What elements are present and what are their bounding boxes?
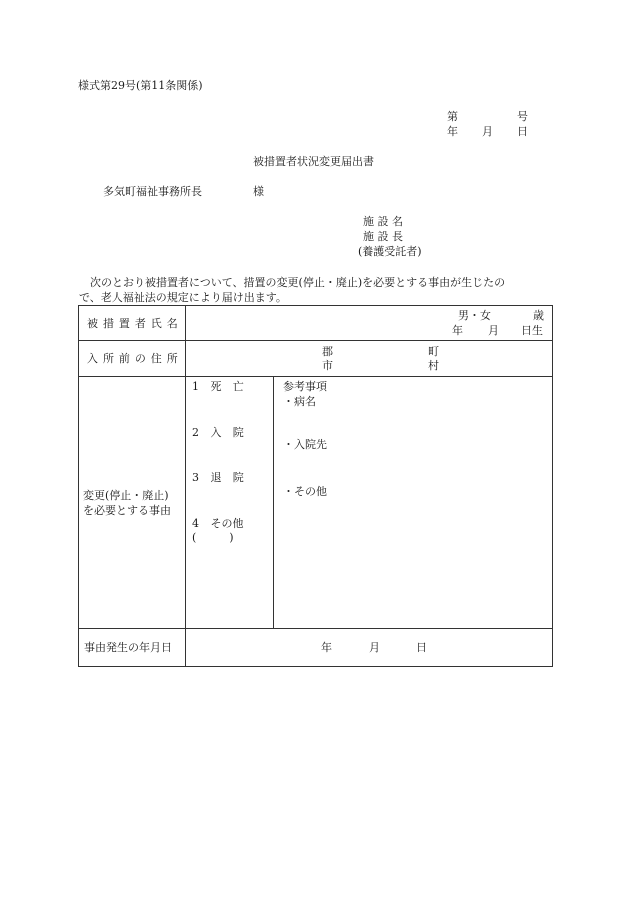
reason-option-4[interactable]: 4 その他 — [192, 517, 244, 530]
address-machi: 町 — [428, 345, 439, 358]
row-name-label-cell — [79, 306, 186, 341]
date-year: 年 — [447, 125, 458, 138]
row-name — [79, 306, 553, 341]
row-address-label-cell — [79, 341, 186, 377]
date-month: 月 — [482, 125, 493, 138]
row-name-label: 被措置者氏名 — [87, 316, 183, 330]
date-day: 日 — [517, 125, 528, 138]
address-mura: 村 — [428, 359, 439, 372]
reference-hospital: ・入院先 — [283, 438, 327, 451]
row-date-value-cell[interactable] — [186, 629, 553, 667]
row-date-label-cell — [79, 629, 186, 667]
row-address-label: 入所前の住所 — [87, 352, 183, 365]
address-shi: 市 — [322, 359, 333, 372]
form-number: 様式第29号(第11条関係) — [78, 79, 203, 92]
reason-other-parens[interactable]: ( ) — [192, 531, 234, 544]
document-title: 被措置者状況変更届出書 — [253, 155, 374, 168]
intro-line-1: 次のとおり被措置者について、措置の変更(停止・廃止)を必要とする事由が生じたの — [90, 276, 506, 289]
row-reason-label-line-2: を必要とする事由 — [83, 503, 171, 517]
reference-title: 参考事項 — [283, 380, 327, 393]
reason-option-3[interactable]: 3 退 院 — [192, 471, 248, 484]
event-month: 月 — [369, 641, 380, 654]
event-year: 年 — [321, 641, 332, 654]
reference-cell[interactable] — [274, 377, 553, 629]
reason-option-1[interactable]: 1 死 亡 — [192, 380, 248, 393]
row-date — [79, 629, 553, 667]
row-reason-label-cell — [79, 377, 186, 629]
reason-option-2[interactable]: 2 入 院 — [192, 426, 248, 439]
row-reason-label-line-1: 変更(停止・廃止) — [83, 488, 169, 502]
facility-name-label: 施 設 名 — [363, 215, 403, 228]
birth-month-label: 月 — [488, 324, 499, 337]
birth-day-label: 日生 — [521, 324, 543, 337]
row-reason — [79, 377, 553, 629]
doc-number-suffix: 号 — [517, 110, 528, 123]
row-address — [79, 341, 553, 377]
doc-number-prefix: 第 — [447, 110, 458, 123]
facility-guardian-label: (養護受託者) — [358, 245, 422, 258]
reason-options-cell — [186, 377, 274, 629]
reference-other: ・その他 — [283, 485, 327, 498]
reference-disease: ・病名 — [283, 395, 316, 408]
addressee-name: 多気町福祉事務所長 — [103, 185, 202, 198]
addressee-honorific: 様 — [253, 185, 264, 198]
event-day: 日 — [416, 641, 427, 654]
gender-choice: 男・女 — [458, 309, 491, 322]
facility-head-label: 施 設 長 — [363, 230, 403, 243]
age-label: 歳 — [533, 309, 544, 322]
row-date-label: 事由発生の年月日 — [84, 641, 172, 654]
intro-line-2: で、老人福祉法の規定により届け出ます。 — [79, 291, 287, 304]
birth-year-label: 年 — [452, 324, 463, 337]
form-table — [78, 305, 553, 667]
row-name-value-cell[interactable] — [186, 306, 553, 341]
address-gun: 郡 — [322, 345, 333, 358]
row-address-value-cell[interactable] — [186, 341, 553, 377]
